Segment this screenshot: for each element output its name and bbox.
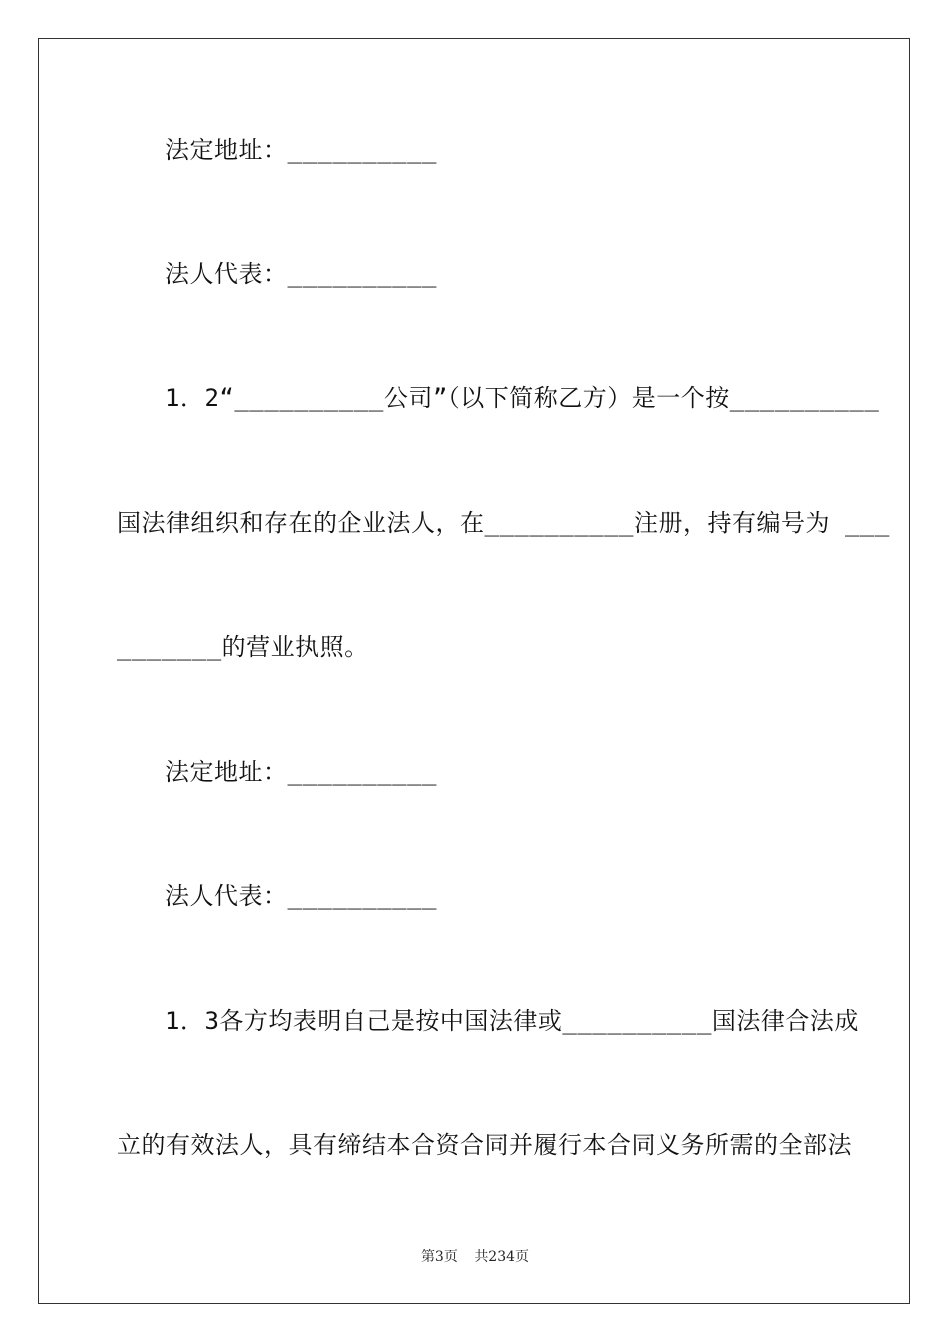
text-line: 立的有效法人，具有缔结本合资合同并履行本合同义务所需的全部法 [117, 1131, 852, 1159]
text-line: 1．3各方均表明自己是按中国法律或__________国法律合法成 [165, 1007, 859, 1035]
text-line: 法定地址：__________ [165, 136, 437, 164]
text-line: _______的营业执照。 [117, 633, 369, 661]
page-number: 第3页 [420, 1249, 458, 1265]
text-line: 法人代表：__________ [165, 260, 437, 288]
page-footer [0, 1246, 950, 1266]
text-line: 1．2“__________公司”（以下简称乙方）是一个按__________ [165, 384, 880, 412]
page-total: 共234页 [474, 1249, 530, 1265]
page-frame [38, 38, 910, 1304]
text-line: 法定地址：__________ [165, 758, 437, 786]
text-line: 法人代表：__________ [165, 882, 437, 910]
text-line: 国法律组织和存在的企业法人，在__________注册，持有编号为 ___ [117, 509, 890, 537]
